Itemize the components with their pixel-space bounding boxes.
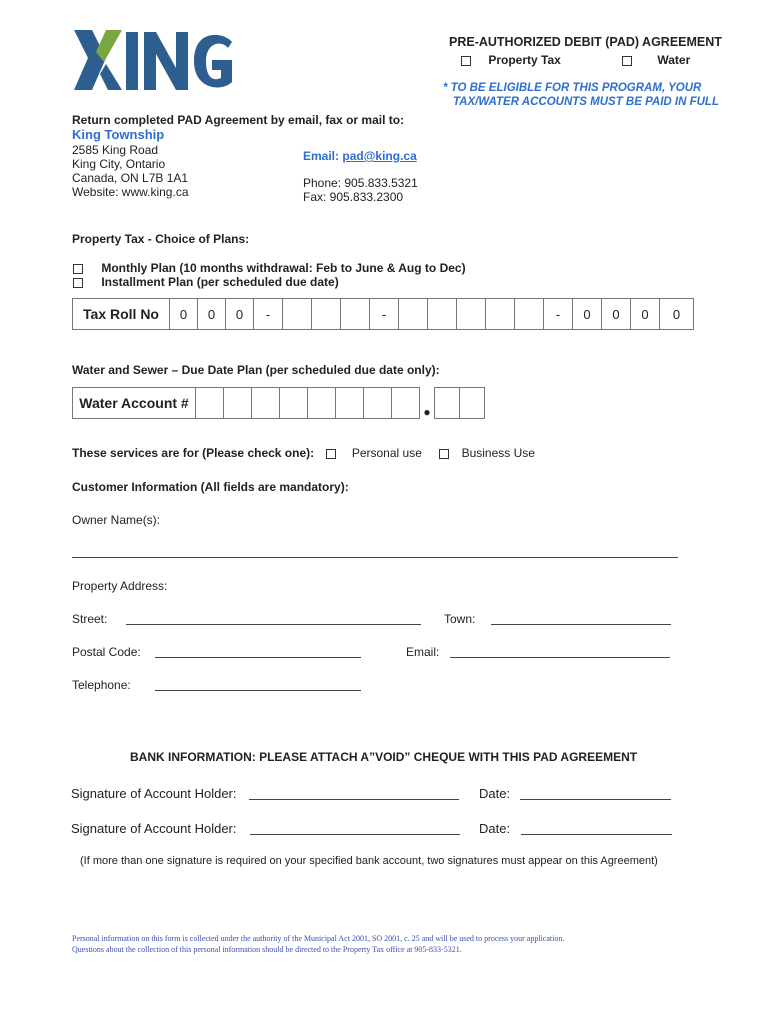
- installment-plan-option[interactable]: [73, 275, 339, 289]
- date-2-label: Date:: [479, 821, 511, 836]
- date-1-field[interactable]: [520, 787, 671, 800]
- tax-roll-cell[interactable]: [399, 299, 428, 330]
- tax-roll-cell[interactable]: 0: [631, 299, 660, 330]
- signature-2-field[interactable]: [250, 822, 460, 835]
- customer-heading: Customer Information (All fields are mandatory):: [72, 480, 349, 494]
- tax-roll-cell[interactable]: [312, 299, 341, 330]
- town-field[interactable]: [491, 612, 671, 625]
- privacy-note-1: Personal information on this form is collected under the authority of the Municipal Act 2001, SO 2001, c. 25 and will be used to process your application.: [72, 934, 565, 943]
- tax-roll-cell[interactable]: 0: [198, 299, 226, 330]
- eligibility-note-2: TAX/WATER ACCOUNTS MUST BE PAID IN FULL: [453, 96, 719, 108]
- water-account-cell[interactable]: [460, 388, 485, 419]
- street-field[interactable]: [126, 612, 421, 625]
- form-title: PRE-AUTHORIZED DEBIT (PAD) AGREEMENT: [449, 35, 722, 49]
- privacy-note-2: Questions about the collection of this personal information should be directed to the Property Tax office at 905-833-5321.: [72, 945, 462, 954]
- water-account-label: Water Account #: [73, 388, 196, 419]
- tax-roll-grid: [72, 298, 694, 330]
- water-account-cell[interactable]: [280, 388, 308, 419]
- signature-note: (If more than one signature is required on your specified bank account, two signatures must appear on this Agreement): [80, 855, 658, 867]
- property-tax-checkbox[interactable]: [461, 56, 471, 66]
- business-use-label: Business Use: [461, 446, 535, 460]
- tax-roll-cell[interactable]: [486, 299, 515, 330]
- street-label: Street:: [72, 612, 108, 626]
- tax-roll-cell[interactable]: [515, 299, 544, 330]
- customer-email-label: Email:: [406, 645, 440, 659]
- water-account-cell[interactable]: [224, 388, 252, 419]
- king-logo: [72, 28, 234, 92]
- king-logo-mark: [72, 28, 234, 92]
- water-option[interactable]: [622, 53, 690, 67]
- tax-roll-cell[interactable]: 0: [602, 299, 631, 330]
- water-heading: Water and Sewer – Due Date Plan (per scheduled due date only):: [72, 363, 440, 377]
- personal-use-checkbox[interactable]: [326, 449, 336, 459]
- water-account-separator: ●: [420, 388, 435, 419]
- services-row: [72, 446, 535, 460]
- tax-roll-cell[interactable]: 0: [226, 299, 254, 330]
- address-line-2: King City, Ontario: [72, 157, 166, 171]
- org-name: King Township: [72, 127, 165, 142]
- date-1-label: Date:: [479, 786, 511, 801]
- water-account-cell[interactable]: [252, 388, 280, 419]
- water-account-cell[interactable]: [308, 388, 336, 419]
- business-use-checkbox[interactable]: [439, 449, 449, 459]
- phone: Phone: 905.833.5321: [303, 176, 418, 190]
- signature-2-label: Signature of Account Holder:: [71, 821, 237, 836]
- return-instructions: Return completed PAD Agreement by email, fax or mail to:: [72, 113, 405, 127]
- tax-roll-label: Tax Roll No: [73, 299, 170, 330]
- property-tax-label: Property Tax: [488, 53, 561, 67]
- website: Website: www.king.ca: [72, 185, 189, 199]
- town-label: Town:: [444, 612, 476, 626]
- water-account-cell[interactable]: [392, 388, 420, 419]
- monthly-plan-option[interactable]: [73, 261, 466, 275]
- services-label: These services are for (Please check one):: [72, 446, 315, 460]
- address-line-1: 2585 King Road: [72, 143, 159, 157]
- tax-roll-cell[interactable]: 0: [170, 299, 198, 330]
- tax-roll-cell[interactable]: 0: [573, 299, 602, 330]
- postal-code-label: Postal Code:: [72, 645, 141, 659]
- address-line-3: Canada, ON L7B 1A1: [72, 171, 189, 185]
- bank-heading: BANK INFORMATION: PLEASE ATTACH A”VOID” CHEQUE WITH THIS PAD AGREEMENT: [130, 750, 638, 764]
- tax-roll-cell[interactable]: [457, 299, 486, 330]
- postal-code-field[interactable]: [155, 645, 361, 658]
- email-link[interactable]: pad@king.ca: [342, 149, 417, 163]
- tax-roll-cell[interactable]: -: [544, 299, 573, 330]
- eligibility-note-1: * TO BE ELIGIBLE FOR THIS PROGRAM, YOUR: [443, 82, 702, 94]
- tax-roll-cell[interactable]: [428, 299, 457, 330]
- installment-plan-label: Installment Plan (per scheduled due date): [101, 275, 339, 289]
- tax-roll-cell[interactable]: 0: [660, 299, 694, 330]
- tax-roll-cell[interactable]: -: [370, 299, 399, 330]
- installment-plan-checkbox[interactable]: [73, 278, 83, 288]
- signature-1-label: Signature of Account Holder:: [71, 786, 237, 801]
- water-account-cell[interactable]: [196, 388, 224, 419]
- water-account-cell[interactable]: [435, 388, 460, 419]
- personal-use-label: Personal use: [351, 446, 422, 460]
- water-account-grid: [72, 387, 485, 419]
- monthly-plan-label: Monthly Plan (10 months withdrawal: Feb to June & Aug to Dec): [101, 261, 466, 275]
- owner-name-field[interactable]: [72, 545, 678, 558]
- telephone-field[interactable]: [155, 678, 361, 691]
- email-contact: [303, 149, 417, 163]
- customer-email-field[interactable]: [450, 645, 670, 658]
- owner-label: Owner Name(s):: [72, 513, 161, 527]
- tax-roll-cell[interactable]: [341, 299, 370, 330]
- water-account-cell[interactable]: [336, 388, 364, 419]
- property-tax-option[interactable]: [461, 53, 561, 67]
- date-2-field[interactable]: [521, 822, 672, 835]
- fax: Fax: 905.833.2300: [303, 190, 404, 204]
- monthly-plan-checkbox[interactable]: [73, 264, 83, 274]
- email-label: Email:: [303, 149, 340, 163]
- water-checkbox[interactable]: [622, 56, 632, 66]
- telephone-label: Telephone:: [72, 678, 131, 692]
- tax-roll-cell[interactable]: [283, 299, 312, 330]
- water-account-cell[interactable]: [364, 388, 392, 419]
- property-address-label: Property Address:: [72, 579, 168, 593]
- tax-roll-cell[interactable]: -: [254, 299, 283, 330]
- plans-heading: Property Tax - Choice of Plans:: [72, 232, 250, 246]
- signature-1-field[interactable]: [249, 787, 459, 800]
- water-label: Water: [657, 53, 691, 67]
